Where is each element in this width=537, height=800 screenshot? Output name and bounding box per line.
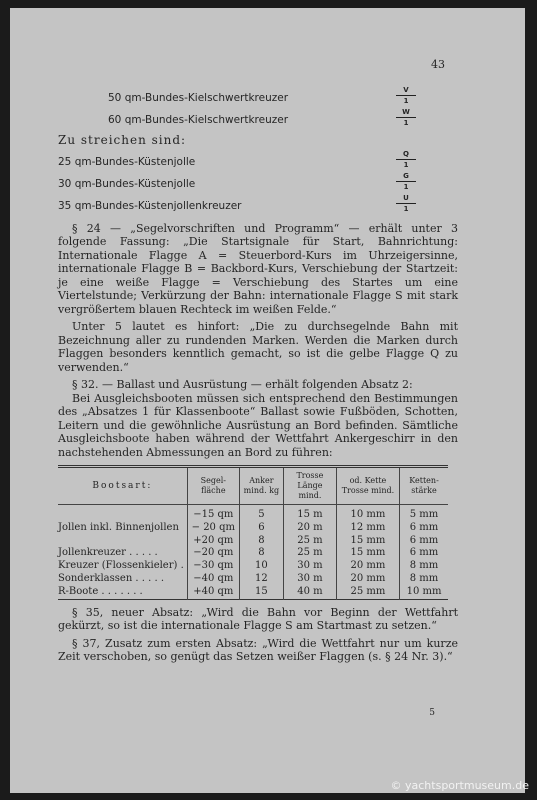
table-cell: 40 m bbox=[283, 586, 336, 599]
table-row bbox=[58, 505, 448, 522]
table-cell: 25 m bbox=[283, 547, 336, 560]
table-row bbox=[58, 573, 448, 586]
table-cell: − 20 qm bbox=[187, 522, 239, 535]
table-cell: 30 m bbox=[283, 573, 336, 586]
table-cell: 15 bbox=[239, 586, 283, 599]
page-number: 43 bbox=[431, 58, 445, 71]
boat-name: 35 qm-Bundes-Küstenjollenkreuzer bbox=[58, 199, 242, 212]
table-header: Bootsart: bbox=[58, 467, 187, 505]
table-cell: Kreuzer (Flossenkieler) . bbox=[58, 560, 184, 572]
paragraph-section-24: § 24 — „Segelvorschriften und Programm“ — erhält unter 3 folgende Fassung: „Die Startsignale für Start, Bahnrichtung: Internationale Flagge A = Steuerbord-Kurs im Uhrzeigersinne, internationale Flagge B = Backbord-Kurs, Verschiebung der Startzeit: je eine weiße Flagge = Verschiebung des Startes um eine Viertelstunde; Verkürzung der Bahn: internationale Flagge S mit stark vergrößertem blauen Rechteck im weißen Felde.“ bbox=[58, 221, 458, 316]
table-row bbox=[58, 560, 448, 573]
table-cell: Jollen inkl. Binnenjollen bbox=[58, 521, 179, 533]
table-cell: Jollenkreuzer . . . . . bbox=[58, 547, 158, 559]
boat-name: 30 qm-Bundes-Küstenjolle bbox=[58, 177, 196, 190]
class-flag: V 1 bbox=[396, 86, 416, 105]
table-cell: 15 mm bbox=[336, 547, 399, 560]
table-header: Anker mind. kg bbox=[239, 467, 283, 505]
anchor-table bbox=[58, 465, 448, 600]
table-row bbox=[58, 522, 448, 535]
table-cell: 5 bbox=[239, 505, 283, 522]
table-cell: −15 qm bbox=[187, 505, 239, 522]
table-cell bbox=[58, 535, 187, 548]
table-header: od. Kette Trosse mind. bbox=[336, 467, 399, 505]
table-cell: 8 bbox=[239, 535, 283, 548]
boat-line bbox=[58, 193, 458, 218]
signature-mark: 5 bbox=[429, 708, 435, 718]
boat-line bbox=[58, 149, 458, 174]
table-row bbox=[58, 547, 448, 560]
book-page bbox=[10, 8, 525, 793]
table-cell: 25 mm bbox=[336, 586, 399, 599]
table-cell: 25 m bbox=[283, 535, 336, 548]
boat-line bbox=[58, 171, 458, 196]
table-cell: 8 mm bbox=[400, 560, 448, 573]
table-row bbox=[58, 586, 448, 599]
class-flag: W 1 bbox=[396, 108, 416, 127]
paragraph-section-24-5: Unter 5 lautet es hinfort: „Die zu durchsegelnde Bahn mit Bezeichnung aller zu rundenden Marken. Werden die Marken durch Flaggen besonders kenntlich gemacht, so ist die gelbe Flagge Q zu verwenden.“ bbox=[58, 320, 458, 374]
table-cell: +20 qm bbox=[187, 535, 239, 548]
table-cell: 6 mm bbox=[400, 522, 448, 535]
table-cell: −40 qm bbox=[187, 573, 239, 586]
table-cell: 20 m bbox=[283, 522, 336, 535]
page-content bbox=[58, 88, 458, 664]
table-header: Trosse Länge mind. bbox=[283, 467, 336, 505]
paragraph-section-35: § 35, neuer Absatz: „Wird die Bahn vor Beginn der Wettfahrt gekürzt, so ist die internationale Flagge S am Startmast zu setzen.“ bbox=[58, 605, 458, 633]
table-cell: 20 mm bbox=[336, 560, 399, 573]
table-cell: 6 mm bbox=[400, 535, 448, 548]
table-cell: 8 bbox=[239, 547, 283, 560]
table-cell: 15 m bbox=[283, 505, 336, 522]
table-cell: −30 qm bbox=[187, 560, 239, 573]
boat-line bbox=[58, 110, 458, 132]
table-cell: 12 mm bbox=[336, 522, 399, 535]
table-header: Segel-fläche bbox=[187, 467, 239, 505]
table-cell: −20 qm bbox=[187, 547, 239, 560]
boat-line bbox=[58, 88, 458, 110]
table-cell: 20 mm bbox=[336, 573, 399, 586]
table-cell: +40 qm bbox=[187, 586, 239, 599]
boat-name: 50 qm-Bundes-Kielschwertkreuzer bbox=[108, 92, 289, 104]
class-flag: G 1 bbox=[396, 172, 416, 191]
table-cell: 6 bbox=[239, 522, 283, 535]
strike-heading: Zu streichen sind: bbox=[58, 133, 187, 147]
class-flag: Q 1 bbox=[396, 150, 416, 169]
table-cell: R-Boote . . . . . . . bbox=[58, 585, 143, 597]
table-cell: 12 bbox=[239, 573, 283, 586]
table-cell bbox=[58, 505, 187, 522]
table-cell: 8 mm bbox=[400, 573, 448, 586]
paragraph-section-32: § 32. — Ballast und Ausrüstung — erhält folgenden Absatz 2: bbox=[72, 378, 413, 391]
table-cell: 10 mm bbox=[336, 505, 399, 522]
table-cell: 10 mm bbox=[400, 586, 448, 599]
table-cell: 15 mm bbox=[336, 535, 399, 548]
boat-name: 25 qm-Bundes-Küstenjolle bbox=[58, 155, 196, 168]
table-cell: 5 mm bbox=[400, 505, 448, 522]
table-header: Ketten-stärke bbox=[400, 467, 448, 505]
table-cell: 10 bbox=[239, 560, 283, 573]
paragraph-section-37: § 37, Zusatz zum ersten Absatz: „Wird die Wettfahrt nur um kurze Zeit verschoben, so genügt das Setzen weißer Flaggen (s. § 24 Nr. 3).“ bbox=[58, 636, 458, 664]
boat-name: 60 qm-Bundes-Kielschwertkreuzer bbox=[108, 114, 289, 126]
table-row bbox=[58, 535, 448, 548]
table-cell: Sonderklassen . . . . . bbox=[58, 572, 165, 584]
paragraph-ballast: Bei Ausgleichsbooten müssen sich entsprechend den Bestimmungen des „Absatzes 1 für Klassenboote“ Ballast sowie Fußböden, Schotten, Leitern und die gewöhnliche Ausrüstung an Bord befinden. Sämtliche Ausgleichsboote haben während der Wettfahrt Ankergeschirr in den nachstehenden Abmessungen an Bord zu führen: bbox=[58, 391, 458, 459]
table-cell: 30 m bbox=[283, 560, 336, 573]
table-cell: 6 mm bbox=[400, 547, 448, 560]
watermark: © yachtsportmuseum.de bbox=[390, 779, 529, 792]
class-flag: U 1 bbox=[396, 194, 416, 213]
table-header-row bbox=[58, 467, 448, 505]
